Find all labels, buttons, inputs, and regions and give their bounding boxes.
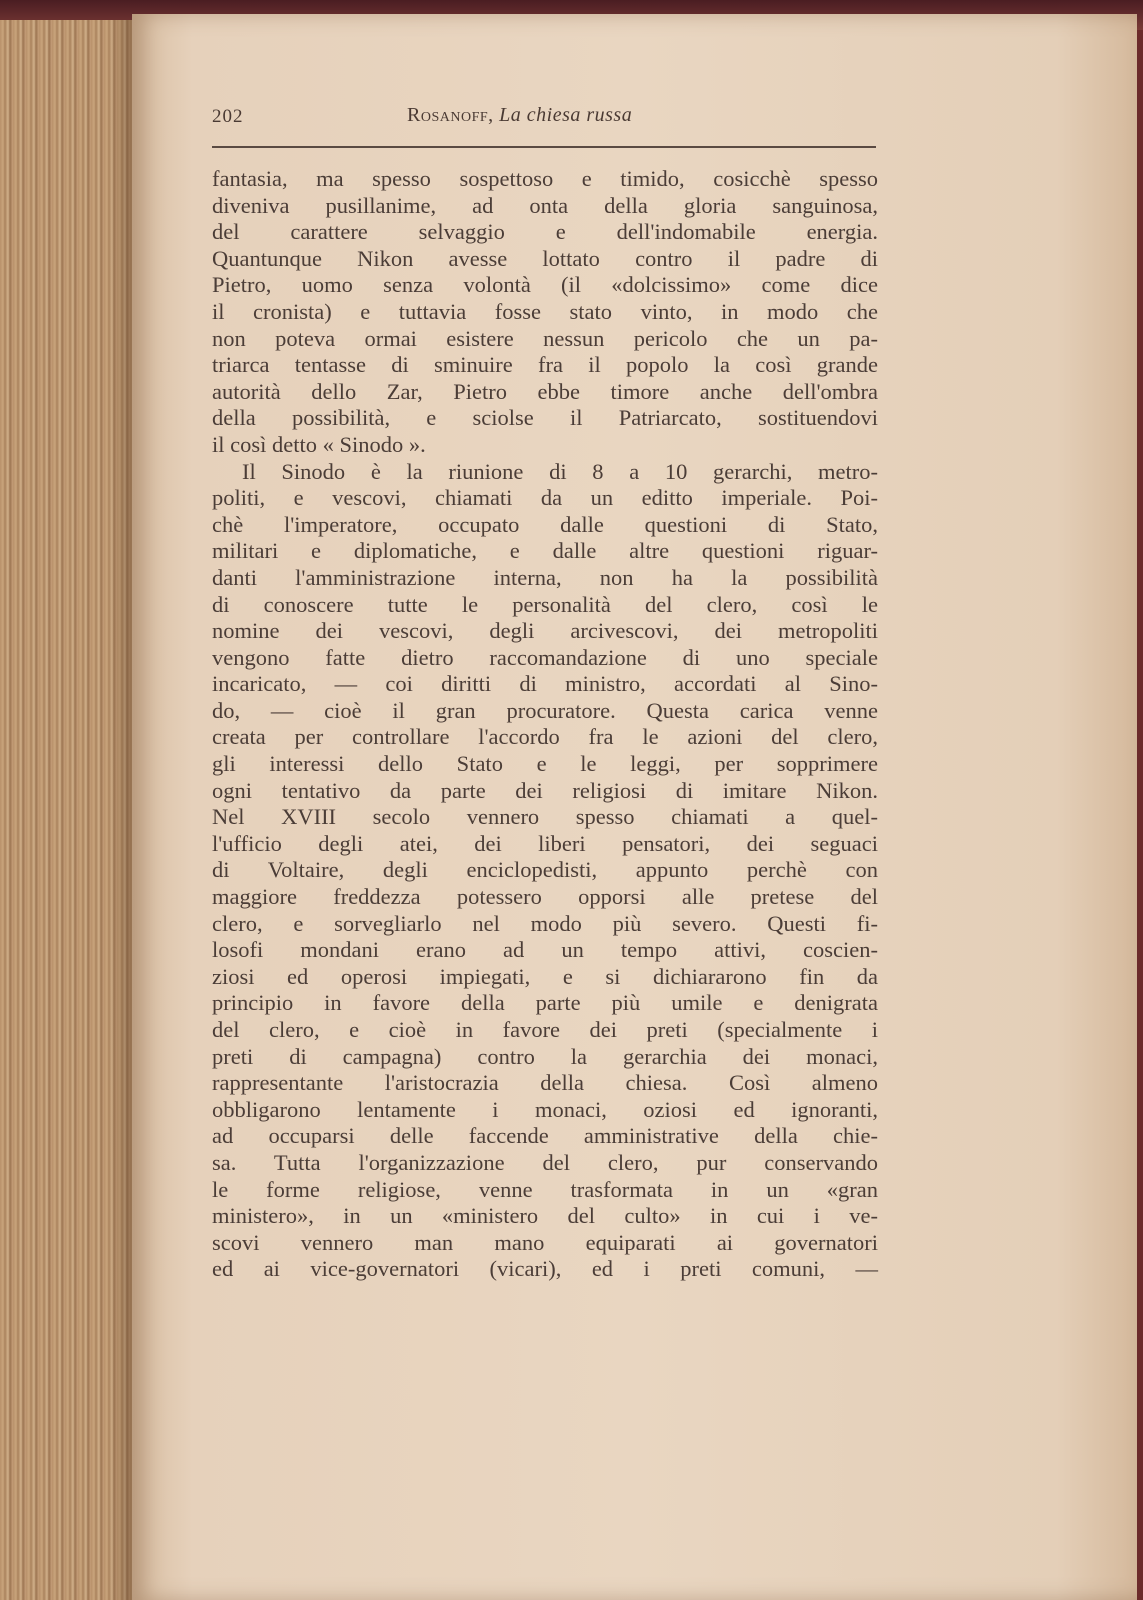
text-line: Quantunque Nikon avesse lottato contro il padre di bbox=[212, 245, 878, 271]
text-line: di Voltaire, degli enciclopedisti, appunto perchè con bbox=[212, 857, 878, 883]
text-line: vengono fatte dietro raccomandazione di uno speciale bbox=[212, 644, 878, 670]
text-line: il cronista) e tuttavia fosse stato vinto, in modo che bbox=[212, 298, 878, 324]
text-line: ed ai vice-governatori (vicari), ed i preti comuni, — bbox=[212, 1256, 878, 1282]
header-rule bbox=[212, 146, 876, 148]
text-line: l'ufficio degli atei, dei liberi pensatori, dei seguaci bbox=[212, 830, 878, 856]
author-name: Rosanoff, bbox=[407, 104, 494, 126]
text-line: losofi mondani erano ad un tempo attivi, coscien- bbox=[212, 937, 878, 963]
text-line: clero, e sorvegliarlo nel modo più severo. Questi fi- bbox=[212, 910, 878, 936]
page-number: 202 bbox=[212, 106, 244, 127]
text-line: Pietro, uomo senza volontà (il «dolcissimo» come dice bbox=[212, 272, 878, 298]
text-line: triarca tentasse di sminuire fra il popolo la così grande bbox=[212, 352, 878, 378]
text-line: maggiore freddezza potessero opporsi alle pretese del bbox=[212, 884, 878, 910]
text-line: rappresentante l'aristocrazia della chiesa. Così almeno bbox=[212, 1070, 878, 1096]
text-line: chè l'imperatore, occupato dalle questioni di Stato, bbox=[212, 511, 878, 537]
text-line: ministero», in un «ministero del culto» in cui i ve- bbox=[212, 1203, 878, 1229]
work-title: La chiesa russa bbox=[499, 104, 633, 126]
text-line: fantasia, ma spesso sospettoso e timido, cosicchè spesso bbox=[212, 166, 878, 191]
text-line: il così detto « Sinodo ». bbox=[212, 431, 426, 457]
text-line: nomine dei vescovi, degli arcivescovi, dei metropoliti bbox=[212, 618, 878, 644]
text-line: di conoscere tutte le personalità del clero, così le bbox=[212, 591, 878, 617]
text-line: principio in favore della parte più umile e denigrata bbox=[212, 990, 878, 1016]
running-title bbox=[407, 104, 632, 127]
text-line: ogni tentativo da parte dei religiosi di imitare Nikon. bbox=[212, 777, 878, 803]
running-header bbox=[212, 92, 862, 132]
body-text bbox=[212, 166, 878, 1283]
page-edges bbox=[0, 20, 140, 1600]
text-line: politi, e vescovi, chiamati da un editto imperiale. Poi- bbox=[212, 485, 878, 511]
text-line: autorità dello Zar, Pietro ebbe timore anche dell'ombra bbox=[212, 378, 878, 404]
text-line: militari e diplomatiche, e dalle altre questioni riguar- bbox=[212, 538, 878, 564]
text-line: danti l'amministrazione interna, non ha la possibilità bbox=[212, 564, 878, 590]
text-line: Nel XVIII secolo vennero spesso chiamati a quel- bbox=[212, 804, 878, 830]
text-line: diveniva pusillanime, ad onta della gloria sanguinosa, bbox=[212, 192, 878, 218]
text-line: del clero, e cioè in favore dei preti (specialmente i bbox=[212, 1017, 878, 1042]
text-line: preti di campagna) contro la gerarchia dei monaci, bbox=[212, 1043, 878, 1069]
text-line: creata per controllare l'accordo fra le azioni del clero, bbox=[212, 724, 878, 750]
text-line: do, — cioè il gran procuratore. Questa carica venne bbox=[212, 697, 878, 723]
text-line: incaricato, — coi diritti di ministro, accordati al Sino- bbox=[212, 671, 878, 697]
text-line: sa. Tutta l'organizzazione del clero, pur conservando bbox=[212, 1149, 878, 1175]
text-line: della possibilità, e sciolse il Patriarcato, sostituendovi bbox=[212, 405, 878, 431]
text-line: obbligarono lentamente i monaci, oziosi ed ignoranti, bbox=[212, 1096, 878, 1122]
text-line: scovi vennero man mano equiparati ai governatori bbox=[212, 1229, 878, 1255]
text-line: le forme religiose, venne trasformata in un «gran bbox=[212, 1176, 878, 1202]
text-line: non poteva ormai esistere nessun pericolo che un pa- bbox=[212, 325, 878, 351]
text-line: Il Sinodo è la riunione di 8 a 10 gerarchi, metro- bbox=[242, 458, 878, 484]
text-line: del carattere selvaggio e dell'indomabile energia. bbox=[212, 219, 878, 245]
text-line: gli interessi dello Stato e le leggi, per sopprimere bbox=[212, 751, 878, 777]
text-line: ad occuparsi delle faccende amministrative della chie- bbox=[212, 1123, 878, 1149]
text-line: ziosi ed operosi impiegati, e si dichiararono fin da bbox=[212, 963, 878, 989]
